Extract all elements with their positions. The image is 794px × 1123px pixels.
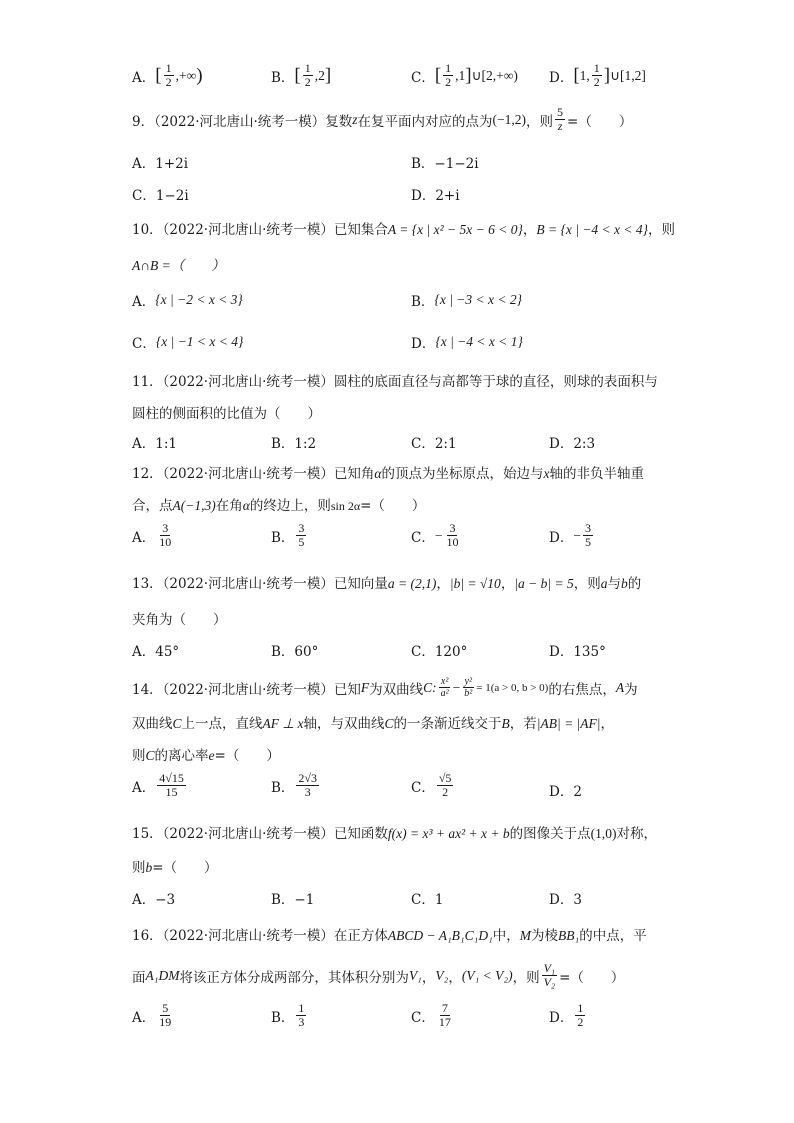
q15-option-d[interactable]: D．3 bbox=[549, 892, 582, 908]
q15-stem: 15．（2022·河北唐山·统考一模）已知函数f(x) = x³ + ax² + x + b的图像关于点(1,0)对称， bbox=[132, 826, 657, 842]
fraction: $\frac{3}{10}$ bbox=[159, 521, 172, 549]
fraction: $\frac{1}{2}$ bbox=[304, 61, 311, 89]
q15-stem-line2: 则b=（ ） bbox=[132, 860, 218, 876]
q11-stem-line2: 圆柱的侧面积的比值为（ ） bbox=[132, 406, 321, 422]
q16-stem: 16．（2022·河北唐山·统考一模）在正方体ABCD − A₁B₁C₁D₁中，M为棱BB₁的中点，平 bbox=[132, 928, 647, 944]
fraction: $\frac{1}{2}$ bbox=[577, 1001, 584, 1029]
q9-stem: 9．（2022·河北唐山·统考一模）复数 z 在复平面内对应的点为 (−1,2) ，则 $\frac{5}{z}$ =（ ） bbox=[132, 105, 633, 133]
q9-option-d[interactable]: D．2+i bbox=[411, 188, 460, 204]
q12-stem-line2: 合，点A(−1,3)在角α的终边上，则sin 2α=（ ） bbox=[132, 498, 426, 514]
q15-option-a[interactable]: A．−3 bbox=[132, 892, 176, 908]
fraction: $\frac{\text{V₁}}{\text{V₂}}$ bbox=[543, 961, 556, 989]
q9-option-a[interactable]: A．1+2i bbox=[132, 156, 189, 172]
q15-option-b[interactable]: B．−1 bbox=[271, 892, 315, 908]
fraction: $\frac{5}{z}$ bbox=[557, 105, 564, 133]
q8-option-d[interactable]: D． [ 1, $\frac{1}{2}$ ] ∪[1,2] bbox=[549, 61, 646, 89]
q14-stem: 14．（2022·河北唐山·统考一模）已知 F 为双曲线 C: $\frac{\text{x²}}{\text{a²}}$ − $\frac{\text{y²}}{\text{b²}}$ = 1(a > 0, b > 0) 的右焦点， A 为 bbox=[132, 676, 638, 699]
q12-option-a[interactable]: A． $\frac{3}{10}$ bbox=[132, 521, 172, 549]
q13-option-c[interactable]: C．120° bbox=[411, 644, 468, 660]
q11-option-a[interactable]: A．1:1 bbox=[132, 436, 177, 452]
q14-option-a[interactable]: A． $\frac{4√15}{15}$ bbox=[132, 771, 184, 799]
q16-stem-line2: 面 A₁DM 将该正方体分成两部分，其体积分别为 V₁ ， V₂ ， (V₁ < V₂) ，则 $\frac{\text{V₁}}{\text{V₂}}$ =（ ） bbox=[132, 961, 625, 989]
q12-option-d[interactable]: D． − $\frac{3}{5}$ bbox=[549, 521, 591, 549]
q16-option-c[interactable]: C． $\frac{7}{17}$ bbox=[411, 1001, 451, 1029]
q11-option-d[interactable]: D．2:3 bbox=[549, 436, 596, 452]
q12-option-b[interactable]: B． $\frac{3}{5}$ bbox=[271, 521, 305, 549]
fraction: $\frac{1}{2}$ bbox=[165, 61, 172, 89]
q10-option-c[interactable]: C． {x | −1 < x < 4} bbox=[132, 334, 244, 352]
q11-option-c[interactable]: C．2:1 bbox=[411, 436, 457, 452]
q14-stem-line2: 双曲线C上一点，直线AF ⊥ x轴，与双曲线C的一条渐近线交于B，若|AB| = |AF|， bbox=[132, 716, 614, 732]
q8-option-b[interactable]: B． [ $\frac{1}{2}$ ,2 ] bbox=[271, 61, 332, 89]
q10-stem-line2: A∩B =（ ） bbox=[132, 258, 225, 273]
q8-option-c[interactable]: C． [ $\frac{1}{2}$ ,1 ] ∪[2,+∞) bbox=[411, 61, 518, 89]
q13-option-b[interactable]: B．60° bbox=[271, 644, 319, 660]
q11-option-b[interactable]: B．1:2 bbox=[271, 436, 317, 452]
fraction: $\frac{\text{x²}}{\text{a²}}$ bbox=[440, 676, 449, 699]
q13-option-d[interactable]: D．135° bbox=[549, 644, 606, 660]
fraction: $\frac{2√3}{3}$ bbox=[298, 771, 318, 799]
q8-option-a[interactable]: A． [ $\frac{1}{2}$ ,+∞ ) bbox=[132, 61, 203, 89]
fraction: $\frac{√5}{2}$ bbox=[438, 771, 452, 799]
q14-option-d[interactable]: D．2 bbox=[549, 784, 582, 800]
q13-stem: 13．（2022·河北唐山·统考一模）已知向量a = (2,1)，|b| = √10，|a − b| = 5，则a与b的 bbox=[132, 576, 642, 592]
fraction: $\frac{1}{3}$ bbox=[298, 1001, 305, 1029]
q15-option-c[interactable]: C．1 bbox=[411, 892, 444, 908]
fraction: $\frac{4√15}{15}$ bbox=[159, 771, 184, 799]
fraction: $\frac{5}{19}$ bbox=[159, 1001, 172, 1029]
q10-option-d[interactable]: D． {x | −4 < x < 1} bbox=[411, 334, 523, 352]
q8-options bbox=[0, 62, 794, 102]
q10-stem: 10．（2022·河北唐山·统考一模）已知集合A = {x | x² − 5x − 6 < 0}，B = {x | −4 < x < 4}，则 bbox=[132, 222, 676, 238]
q12-stem: 12．（2022·河北唐山·统考一模）已知角α的顶点为坐标原点，始边与x轴的非负半轴重 bbox=[132, 466, 644, 482]
fraction: $\frac{7}{17}$ bbox=[438, 1001, 451, 1029]
q13-stem-line2: 夹角为（ ） bbox=[132, 612, 227, 628]
fraction: $\frac{1}{2}$ bbox=[445, 61, 452, 89]
fraction: $\frac{3}{5}$ bbox=[298, 521, 305, 549]
q14-option-c[interactable]: C． $\frac{√5}{2}$ bbox=[411, 771, 452, 799]
fraction: $\frac{\text{y²}}{\text{b²}}$ bbox=[464, 676, 473, 699]
q9-option-c[interactable]: C．1−2i bbox=[132, 188, 189, 204]
fraction: $\frac{3}{5}$ bbox=[584, 521, 591, 549]
q14-stem-line3: 则C的离心率e=（ ） bbox=[132, 748, 280, 764]
q14-option-b[interactable]: B． $\frac{2√3}{3}$ bbox=[271, 771, 318, 799]
q12-option-c[interactable]: C． − $\frac{3}{10}$ bbox=[411, 521, 459, 549]
q10-option-b[interactable]: B． {x | −3 < x < 2} bbox=[411, 292, 522, 310]
q16-option-b[interactable]: B． $\frac{1}{3}$ bbox=[271, 1001, 305, 1029]
q16-option-d[interactable]: D． $\frac{1}{2}$ bbox=[549, 1001, 584, 1029]
q10-option-a[interactable]: A． {x | −2 < x < 3} bbox=[132, 292, 243, 310]
q16-option-a[interactable]: A． $\frac{5}{19}$ bbox=[132, 1001, 172, 1029]
q9-option-b[interactable]: B．−1−2i bbox=[411, 156, 479, 172]
q11-stem: 11．（2022·河北唐山·统考一模）圆柱的底面直径与高都等于球的直径，则球的表面积与 bbox=[132, 374, 658, 390]
fraction: $\frac{1}{2}$ bbox=[593, 61, 600, 89]
fraction: $\frac{3}{10}$ bbox=[446, 521, 459, 549]
q13-option-a[interactable]: A．45° bbox=[132, 644, 180, 660]
